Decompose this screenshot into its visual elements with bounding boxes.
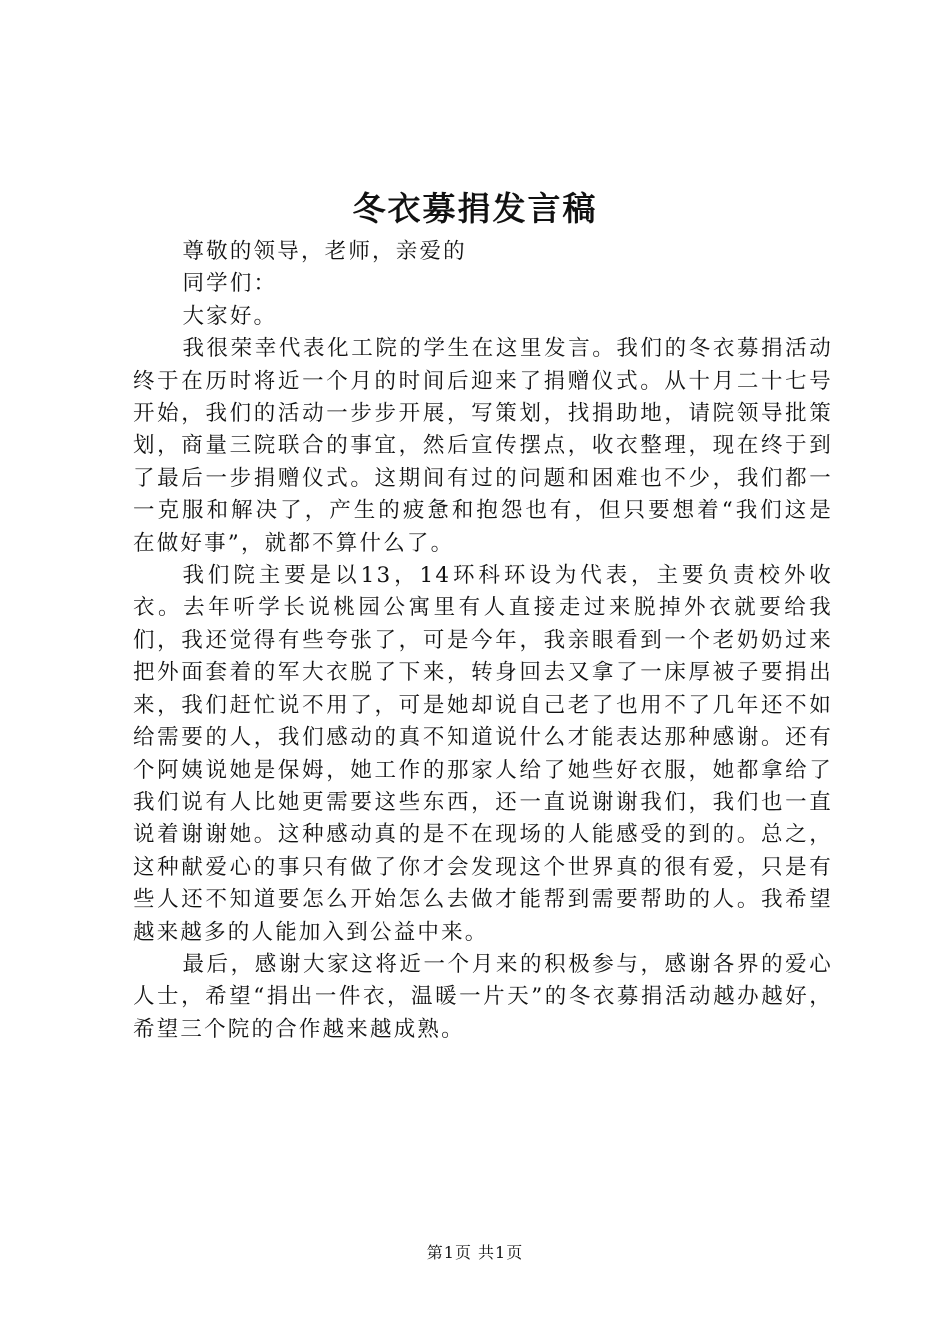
paragraph-3: 最后，感谢大家这将近一个月来的积极参与，感谢各界的爱心人士，希望“捐出一件衣，温暖一片天”的冬衣募捐活动越办越好，希望三个院的合作越来越成熟。 xyxy=(133,951,833,1042)
document-title: 冬衣募捐发言稿 xyxy=(352,189,598,228)
page-number-footer: 第1页 共1页 xyxy=(426,1243,524,1262)
paragraph-1: 我很荣幸代表化工院的学生在这里发言。我们的冬衣募捐活动终于在历时将近一个月的时间后迎来了捐赠仪式。从十月二十七号开始，我们的活动一步步开展，写策划，找捐助地，请院领导批策划，商量三院联合的事宜，然后宣传摆点，收衣整理，现在终于到了最后一步捐赠仪式。这期间有过的问题和困难也不少，我们都一一克服和解决了，产生的疲惫和抱怨也有，但只要想着“我们这是在做好事”，就都不算什么了。 xyxy=(133,336,833,556)
salutation-line-1: 尊敬的领导，老师，亲爱的 xyxy=(182,239,467,264)
salutation-line-2: 同学们： xyxy=(182,271,278,297)
document-body xyxy=(133,236,833,1046)
greeting: 大家好。 xyxy=(182,303,278,329)
paragraph-2: 我们院主要是以13，14环科环设为代表，主要负责校外收衣。去年听学长说桃园公寓里有人直接走过来脱掉外衣就要给我们，我还觉得有些夸张了，可是今年，我亲眼看到一个老奶奶过来把外面套着的军大衣脱了下来，转身回去又拿了一床厚被子要捐出来，我们赶忙说不用了，可是她却说自己老了也用不了几年还不如给需要的人，我们感动的真不知道说什么才能表达那种感谢。还有个阿姨说她是保姆，她工作的那家人给了她些好衣服，她都拿给了我们说有人比她更需要这些东西，还一直说谢谢我们，我们也一直说着谢谢她。这种感动真的是不在现场的人能感受的到的。总之，这种献爱心的事只有做了你才会发现这个世界真的很有爱，只是有些人还不知道要怎么开始怎么去做才能帮到需要帮助的人。我希望越来越多的人能加入到公益中来。 xyxy=(133,563,833,945)
